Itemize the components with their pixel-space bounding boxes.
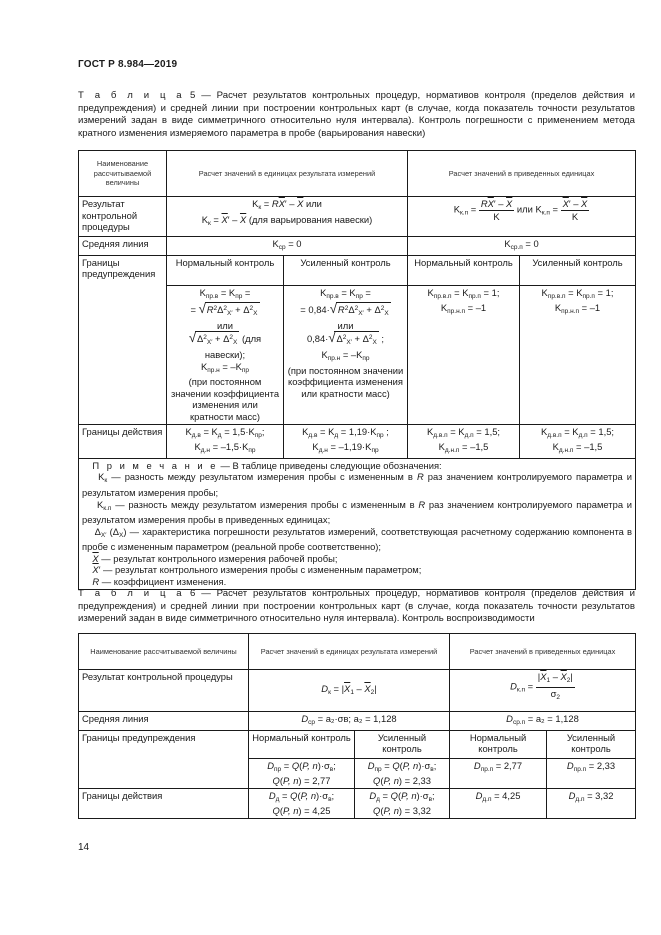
table6-caption-text: 6 — Расчет результатов контрольных процедур, нормативов контроля (пределов действия и предупреждения) и средней линии при построении контрольных карт (в случае, когда показатель точности результатов измерений задан в виде симметричного относительно нуля интервала). Контроль воспроизводимости <box>78 588 635 625</box>
table6 <box>78 633 636 819</box>
t5-col1-header: Наименование рассчитываемой величины <box>79 151 167 197</box>
t6-result-reduced: $D_{к.п}$ = $\frac{|\overline{X}_1 - \overline{X}_2|}{\sigma_2}$ <box>450 670 636 712</box>
t6-action-normal-reduced: $D_{д.п} = 4,25$ <box>450 788 547 818</box>
t6-warn-normal-reduced: $D_{пр.п} = 2,77$ <box>450 758 547 788</box>
t5-result-formula: $K_к = R\overline{X}' - \overline{X}$ или $K_к = \overline{X}' - \overline{X}$ (для варьирования навески) <box>167 197 408 237</box>
t6-warn-enhanced-head: Усиленный контроль <box>355 730 450 758</box>
table5-caption <box>78 90 635 140</box>
page-number: 14 <box>78 842 90 853</box>
t5-action-label: Границы действия <box>79 424 167 458</box>
t6-result-formula: $D_к = |\overline{X}_1 - \overline{X}_2|$ <box>249 670 450 712</box>
t5-warn-enhanced-reduced: $K_{пр.в.п} = K_{пр.п} = 1$; $K_{пр.н.п} = -1$ <box>520 285 636 424</box>
t5-warn-enhanced-head: Усиленный контроль <box>284 255 408 285</box>
t6-warn-label: Границы предупреждения <box>79 730 249 788</box>
t6-mid-value: $D_{ср} = a_2\cdot\sigma в$; a₂ = 1,128 <box>249 712 450 731</box>
t5-result-label: Результат контрольной процедуры <box>79 197 167 237</box>
t5-mid-value: $K_{ср} = 0$ <box>167 237 408 256</box>
t6-warn-enhanced-reduced: $D_{пр.п} = 2,33$ <box>547 758 636 788</box>
table5 <box>78 150 636 590</box>
t5-col2-header: Расчет значений в единицах результата измерений <box>167 151 408 197</box>
t6-mid-reduced: $D_{ср.п} = a_2 = 1,128$ <box>450 712 636 731</box>
t5-warn-normal-formula: $K_{пр.в} = K_{пр}$ = = $√R^2\Delta^2_{X'} + \Delta^2_X$ или $√\Delta^2_{X'} + \Delta^2_X$ (для навески); $K_{пр.н} = -K_{пр}$ (при постоянном значении коэффициента изменения или кратности масс) <box>167 285 284 424</box>
t6-col3-header: Расчет значений в приведенных единицах <box>450 634 636 670</box>
table5-label: Т а б л и ц а <box>78 90 185 101</box>
t5-warn-enhanced-head-p: Усиленный контроль <box>520 255 636 285</box>
table6-caption <box>78 588 635 626</box>
t5-action-normal-reduced: $K_{д.в.п} = K_{д.п} = 1,5$; $K_{д.н.п} = -1,5$ <box>408 424 520 458</box>
t6-action-label: Границы действия <box>79 788 249 818</box>
t6-warn-enhanced-formula: $D_{пр} = Q(P$, $n)\cdot\sigma_в$; Q(P, n) = 2,33 <box>355 758 450 788</box>
t6-col1-header: Наименование рассчитываемой величины <box>79 634 249 670</box>
t5-warn-normal-head: Нормальный контроль <box>167 255 284 285</box>
t5-warn-normal-head-p: Нормальный контроль <box>408 255 520 285</box>
t6-action-enhanced-reduced: $D_{д.п} = 3,32$ <box>547 788 636 818</box>
t6-action-enhanced: $D_д = Q(P$, $n)\cdot\sigma_в$; Q(P, n) = 3,32 <box>355 788 450 818</box>
t5-note: П р и м е ч а н и е — В таблице приведены следующие обозначения: $K_к$ — разность между результатом измерения пробы с измененным в R раз значением контролируемого параметра и результатом измерения пробы; $K_{к.п}$ — разность между результатом измерения пробы с измененным в R раз значением контролируемого параметра и результатом измерения пробы в приведенных единицах; $\Delta_{X'}$ $(\Delta_X)$ — характеристика погрешности результатов измерений, соответствующая расчетному содержанию компонента в пробе с измененным параметром (реальной пробе соответственно); $\overline{X}$ — результат контрольного измерения рабочей пробы; $\overline{X}'$ — результат контрольного измерения пробы с измененным параметром; R — коэффициент изменения. <box>79 458 636 589</box>
t5-mid-reduced: $K_{ср.п} = 0$ <box>408 237 636 256</box>
t6-result-label: Результат контрольной процедуры <box>79 670 249 712</box>
t6-col2-header: Расчет значений в единицах результата измерений <box>249 634 450 670</box>
running-header: ГОСТ Р 8.984—2019 <box>78 59 178 70</box>
table5-caption-text: 5 — Расчет результатов контрольных процедур, нормативов контроля (пределов действия и предупреждения) и средней линии при построении контрольных карт (в случае, когда показатель точности результатов измерений задан в виде симметричного относительно нуля интервала). Контроль погрешности с применением метода кратного изменения измеряемого параметра в пробе (варьирования навески) <box>78 90 635 139</box>
t6-warn-normal-formula: $D_{пр} = Q(P$, $n)\cdot\sigma_в$; Q(P, n) = 2,77 <box>249 758 355 788</box>
t5-action-enhanced: $K_{д.в} = K_д = 1,19\cdot K_{пр}$ ; $K_{д.н} = -1,19\cdot K_{пр}$ <box>284 424 408 458</box>
t6-action-normal: $D_д = Q(P$, $n)\cdot\sigma_в$; Q(P, n) = 4,25 <box>249 788 355 818</box>
t6-warn-enhanced-head-p: Усиленный контроль <box>547 730 636 758</box>
t6-mid-label: Средняя линия <box>79 712 249 731</box>
t5-action-enhanced-reduced: $K_{д.в.п} = K_{д.п} = 1,5$; $K_{д.н.п} = -1,5$ <box>520 424 636 458</box>
t5-warn-label: Границы предупреждения <box>79 255 167 424</box>
t5-warn-normal-reduced: $K_{пр.в.п} = K_{пр.п} = 1$; $K_{пр.н.п} = -1$ <box>408 285 520 424</box>
t5-col3-header: Расчет значений в приведенных единицах <box>408 151 636 197</box>
table6-label: Т а б л и ц а <box>78 588 185 599</box>
t5-result-reduced-formula: $K_{к.п}$ = $\frac{R\overline{X}' - \overline{X}}{K}$ или $K_{к.п}$ = $\frac{\overline{X}' - \overline{X}}{K}$ <box>408 197 636 237</box>
t6-warn-normal-head: Нормальный контроль <box>249 730 355 758</box>
t5-mid-label: Средняя линия <box>79 237 167 256</box>
t6-warn-normal-head-p: Нормальный контроль <box>450 730 547 758</box>
t5-action-normal: $K_{д.в} = K_д = 1,5\cdot K_{пр}$; $K_{д.н} = -1,5\cdot K_{пр}$ <box>167 424 284 458</box>
t5-warn-enhanced-formula: $K_{пр.в} = K_{пр}$ = = $0,84\cdot√R^2\Delta^2_{X'} + \Delta^2_X$ или $0,84\cdot√\Delta^2_{X'} + \Delta^2_X$ ; $K_{пр.н} = -K_{пр}$ (при постоянном значении коэффициента изменения или кратности масс) <box>284 285 408 424</box>
